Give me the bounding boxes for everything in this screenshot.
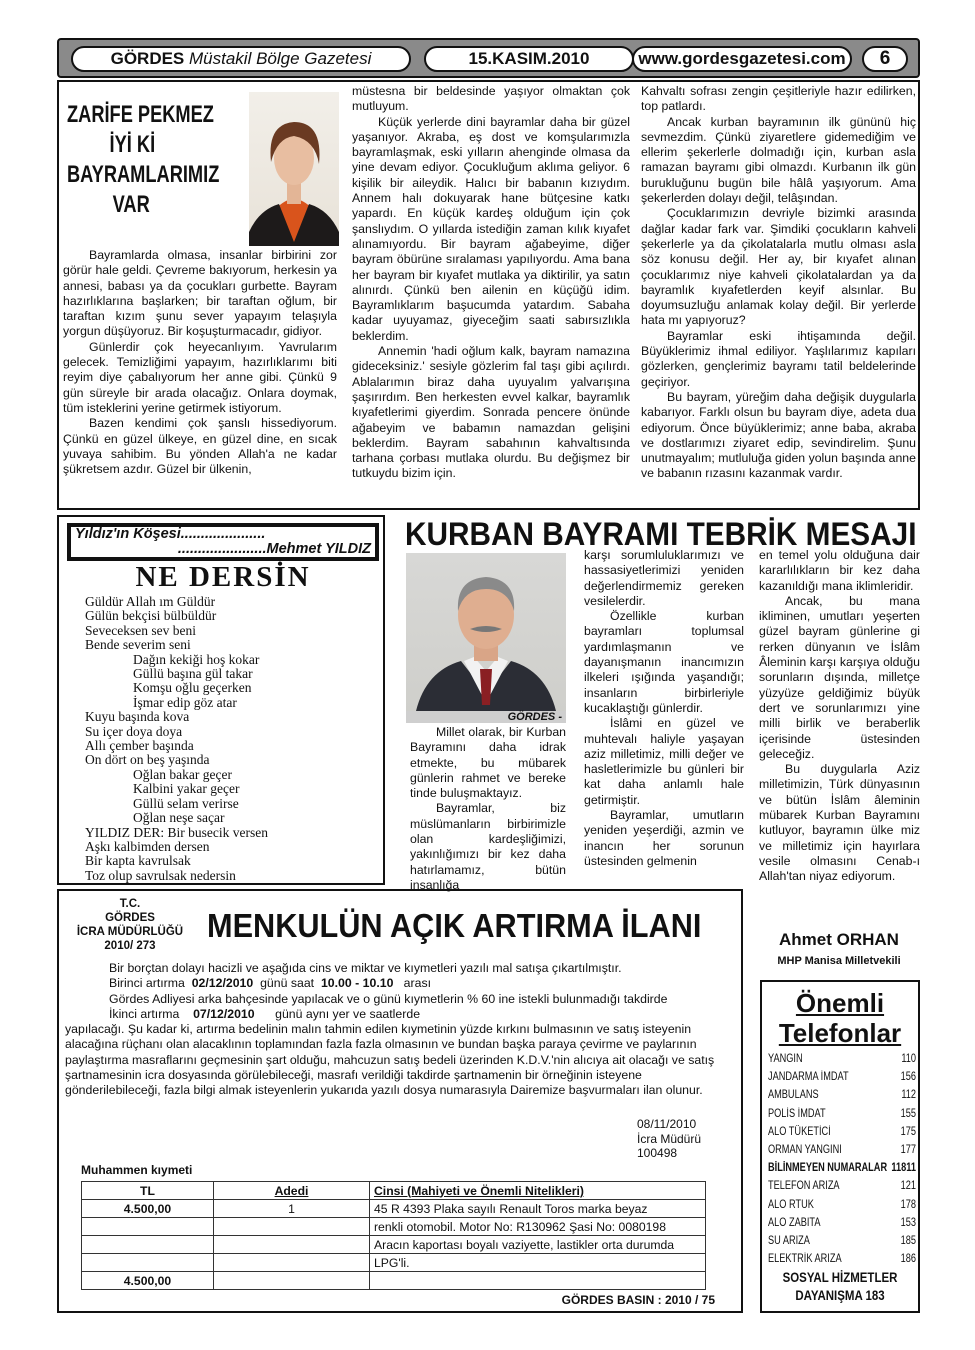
poem-box	[57, 515, 385, 885]
poem-line: Allı çember başında	[85, 738, 194, 754]
auction-table	[81, 1181, 706, 1290]
kurban-column-2: karşı sorumluluklarımızı ve hassasiyetlerimizi yeniden değerlendirmemiz gereken vesilelerdir. Özellikle kurban bayramları toplumsal yardımlaşmanın ve dayanışmanın inancımızın ilkeleri ışığında yaşandığı; insanların birbirleriyle kucaklaştığı günlerdir. İslâmi en güzel ve muhtevalı haliyle yaşayan aziz milletimiz, milli değer ve hasletlerimizle bu günleri bir kat daha anlamlı hale getirmiştir. Bayramlar, umutların yeniden yeşerdiği, azmin ve inancın her sorunun üstesinden gelmenin	[584, 548, 744, 868]
phone-number: 155	[900, 1107, 916, 1120]
phone-label: AMBULANS	[768, 1089, 819, 1102]
poem-line: İşmar edip göz atar	[133, 694, 237, 710]
article-zarife-pekmez	[57, 80, 920, 510]
table-total-row: 4.500,00	[82, 1272, 706, 1290]
phone-number: 11811	[891, 1162, 916, 1175]
court-office: T.C. GÖRDES İCRA MÜDÜRLÜĞÜ 2010/ 273	[76, 898, 184, 952]
phone-label: ORMAN YANGINI	[768, 1144, 842, 1157]
phone-label: ELEKTRİK ARIZA	[768, 1253, 842, 1266]
press-code: GÖRDES BASIN : 2010 / 75	[561, 1293, 715, 1307]
poem-line: Gülün bekçisi bülbüldür	[85, 608, 217, 624]
page-header	[57, 38, 920, 78]
poem-line: Toz olup savrulsak nedersin	[85, 867, 236, 883]
phone-entry	[768, 1105, 916, 1123]
poem-body	[85, 595, 385, 883]
poem-line: Bende severim seni	[85, 637, 191, 653]
phone-label: JANDARMA İMDAT	[768, 1071, 849, 1084]
phone-number: 156	[900, 1071, 916, 1084]
phone-list	[768, 1050, 916, 1268]
phone-number: 153	[900, 1216, 916, 1229]
estimate-label: Muhammen kıymeti	[81, 1163, 193, 1177]
author-photo	[249, 92, 339, 246]
issue-date: 15.KASIM.2010	[424, 46, 634, 72]
phone-entry	[768, 1177, 916, 1195]
table-row: 4.500,00 1 45 R 4393 Plaka sayılı Renault Toros marka beyaz	[82, 1200, 706, 1218]
poem-line: Güllü başına gül takar	[133, 666, 253, 682]
poem-line: YILDIZ DER: Bir busecik versen	[85, 824, 268, 840]
politician-photo	[406, 553, 566, 711]
phone-label: ALO RTÜK	[768, 1198, 814, 1211]
phone-entry	[768, 1232, 916, 1250]
article-headline: ZARİFE PEKMEZ İYİ Kİ BAYRAMLARIMIZ VAR	[67, 101, 220, 218]
notice-title: MENKULÜN AÇIK ARTIRMA İLANI	[207, 907, 702, 944]
article-column-2: müstesna bir beldesinde yaşıyor olmaktan çok mutluyum. Küçük yerlerde dini bayramlar daha bir güzel yaşanıyor. Akraba, eş dost ve komşularımızla bayramlaşmak, eski yılların ahenginde olmasa da yine devam ediyor. Çocukluğum aklıma geliyor. 6 kişilik bir aileydik. Halıcı bir babanın kızıydım. Annem halı dokuyarak hane bütçesine katkı yapardı. En küçük kardeş olduğum için çok şanslıydım. O yıllarda istediğin zaman kılık kıyafet alınamıyordu. Bir bayram ağabeyime, diğer bayram öbürüne sıralaması yapılıyordu. Ama bana her bayram bir kıyafet mutlaka ya diktirilir, ya satın alınırdı. Çünkü ben ailenin en küçüğü idim. Bayramlıklarım başucumda yatardım. Sabaha kadar uyuyamaz, giyeceğim saati sabırsızlıkla beklerdim. Annemin 'hadi oğlum kalk, bayram namazına gideceksiniz.' sesiyle gözlerim fal taşı gibi açılırdı. Ablalarımın biraz daha uyuyalım yalvarışına şaşırırdım. Ben herkesten evvel kalkar, bayramlık kıyafetlerimi giyerdim. Sonrada pencere önünde ağabeyim ve babamın namazdan gelişini beklerdim. Bayram sabahının kahvaltısında tarhana çorbası mutlaka olurdu. Bu değişmez bir tutkuydu bizim için.	[352, 84, 630, 481]
article-column-1: Bayramlarda olmasa, insanlar birbirini zor görür hale geldi. Çevreme bakıyorum, herkesin ya annesi, babası ya da çocukları gurbette. Bayram hazırlıklarına başlarken; bir taraftan oğlum, bir taraftan kızım şunu sever yapayım telaşıyla yorgun düşüyoruz. Bir koşuşturmacadır, gidiyor. Günlerdir çok heyecanlıyım. Yavrularım gelecek. Temizliğimi yapayım, hazırlıklarımı biti reyim diye çabalıyorum her anne gibi. Çünkü 9 gün süreyle bir arada olacağız. Onlara doymak, tüm isteklerini yerine getirmek istiyorum. Bazen kendimi çok şanslı hissediyorum. Çünkü en güzel ülkeye, en güzel dine, en sıcak yuvaya sahibim. Bu yönden Allah'a ne kadar şükretsem azdır. Güzel bir ülkenin,	[63, 248, 337, 477]
page-number: 6	[862, 46, 908, 72]
newspaper-name: GÖRDES Müstakil Bölge Gazetesi	[71, 46, 411, 72]
phone-directory	[760, 980, 920, 1313]
author-name: Ahmet ORHAN	[779, 930, 899, 949]
phone-number: 177	[900, 1144, 916, 1157]
poem-line: Oğlan neşe saçar	[133, 810, 225, 826]
poem-line: Güldür Allah ım Güldür	[85, 594, 216, 609]
phone-entry	[768, 1196, 916, 1214]
phone-number: 175	[900, 1125, 916, 1138]
photo-caption: GÖRDES -	[406, 711, 566, 723]
poem-line: Komşu oğlu geçerken	[133, 680, 252, 696]
poem-line: Kalbini yakar geçer	[133, 781, 240, 797]
poem-line: Aşkı kalbimden dersen	[85, 838, 210, 854]
directory-footer: SOSYAL HİZMETLER DAYANIŞMA 183	[782, 1269, 898, 1303]
poem-line: Su içer doya doya	[85, 723, 183, 739]
poem-line: Bir kapta kavrulsak	[85, 853, 191, 869]
poem-line: Güllü selam verirse	[133, 795, 239, 811]
poem-line: Seveceksen sev beni	[85, 622, 196, 638]
table-row: renkli otomobil. Motor No: R130962 Şasi No: 0080198	[82, 1218, 706, 1236]
phone-label: YANGIN	[768, 1053, 803, 1065]
table-row: LPG'li.	[82, 1254, 706, 1272]
phone-entry	[768, 1141, 916, 1159]
notice-text: Bir borçtan dolayı hacizli ve aşağıda cins ve miktar ve kıymetleri yazılı mal satışa çıkartılmıştır. Birinci artırma 02/12/2010 günü saat 10.00 - 10.10 arası Gördes Adliyesi arka bahçesinde yapılacak ve o günü kıymetlerin % 60 ine istekli bulunmadığı takdirde İkinci artırma 07/12/2010 günü aynı yer ve saatlerde yapılacağı. Şu kadar ki, artırma bedelinin malın tahmin edilen kıymetinin yüzde kırkını bulmasının ve satış isteyenin alacağına rüçhanı olan alacaklının toplamından fazla fazla olmasının ve bundan başka paraya çevirme ve paylarının paylaştırma masraflarını geçmesinin şart olduğu, mahcuzun satış bedeli üzerinden K.D.V.'nin alıcıya ait olacağı ve satış şartnamesinin icra dosyasında görülebileceği, masrafı verildiği takdirde şartnamenin bir örneğinin isteyene gönderilebileceği, fazla bilgi almak isteyenlerin yukarıda yazılı dosya numarasıyla Dairemize başvurmaları ilan olunur.	[65, 961, 715, 1098]
phone-number: 178	[900, 1198, 916, 1211]
website-link[interactable]: www.gordesgazetesi.com	[632, 46, 852, 72]
phone-label: TELEFON ARIZA	[768, 1180, 840, 1193]
poem-line: Oğlan bakar geçer	[133, 766, 232, 782]
kurban-column-1: Millet olarak, bir Kurban Bayramını daha idrak etmekte, bu mübarek günlerin rahmet ve bereke tinde buluşmaktayız. Bayramlar, biz müslümanların birbirimizle olan kardeşliğimizi, yakınlığımızı bir kez daha hatırlamamız, bütün insanlığa	[410, 725, 566, 892]
author-title: MHP Manisa Milletvekili	[777, 955, 901, 967]
phone-entry	[768, 1068, 916, 1086]
notice-signature: 08/11/2010 İcra Müdürü 100498	[637, 1117, 702, 1160]
phone-label: BİLİNMEYEN NUMARALAR	[768, 1162, 888, 1175]
phone-label: ALO ZABITA	[768, 1216, 821, 1229]
directory-title: Önemli Telefonlar	[778, 988, 902, 1048]
table-header-row: TL Adedi Cinsi (Mahiyeti ve Önemli Nitelikleri)	[82, 1182, 706, 1200]
phone-number: 110	[901, 1053, 916, 1065]
phone-number: 121	[900, 1180, 916, 1193]
phone-label: POLİS İMDAT	[768, 1107, 826, 1120]
phone-label: ALO TÜKETİCİ	[768, 1125, 831, 1138]
phone-entry	[768, 1250, 916, 1268]
phone-number: 112	[901, 1089, 916, 1102]
table-row: Aracın kaportası boyalı vaziyette, lastikler orta durumda	[82, 1236, 706, 1254]
article-column-3: Kahvaltı sofrası zengin çeşitleriyle hazır edilirken, top patlardı. Ancak kurban bayramının ilk gününü hiç sevmezdim. Çünkü ziyaretlere gidemediğim ve ellerim şekerlerle dolmadığı için, kurban asla ramazan bayramı gibi olmazdı. Kurbanın ilk gün burukluğunu bugün bile hâlâ yaşıyorum. Ama şekerlerden dolayı değil, telâşından. Çocuklarımızın devriyle bizimki arasında dağlar kadar fark var. Şimdiki çocukların kahveli şekerlerle ya da çikolatalarla mutlu olması asla söz konusu değil. Her ay, bir kıyafet alınan çocuklarımız niye kahveli çikolatalardan ya da bayramlık kıyafetlerden keyif alsınlar. Bu doyumsuzluğu anlamak kolay değil. Bir yerlerde hata mı yapıyoruz? Bayramlar eski ihtişamında değil. Büyüklerimiz ihmal ediliyor. Yaşlılarımız kapıları gözlerken, gençlerimiz bayramı tatil beldelerinde geçiriyor. Bu bayram, yüreğim daha değişik duygularla kabarıyor. Farklı olsun bu bayram diye, adeta dua ediyorum. Önce büyüklerimiz; anne baba, akraba ve dostlarımızı ziyaret edip, sevindirelim. Şunu unutmayalım; mutluluğa giden yolun başında anne ve babanın rızasını kazanmak vardır.	[641, 84, 916, 481]
phone-number: 186	[900, 1253, 916, 1266]
poem-line: Dağın kekiği hoş kokar	[133, 651, 260, 667]
phone-label: SU ARIZA	[768, 1235, 810, 1248]
phone-entry	[768, 1050, 916, 1068]
phone-number: 185	[900, 1235, 916, 1248]
kurban-headline: KURBAN BAYRAMI TEBRİK MESAJI	[405, 516, 917, 552]
poem-line: On dört on beş yaşında	[85, 752, 210, 768]
auction-notice	[57, 889, 743, 1313]
poem-line: Kuyu başında kova	[85, 709, 190, 725]
poem-title: NE DERSİN	[135, 561, 311, 593]
phone-entry	[768, 1159, 916, 1177]
phone-entry	[768, 1086, 916, 1104]
phone-entry	[768, 1214, 916, 1232]
kurban-column-3: en temel yolu olduğuna dair kararlılıkların bir kez daha kazanıldığı mana iklimleridir. Ancak, bu mana ikliminen, umutları yeşerten güzel bayram günlerine gi rerken dünyanın ve İslâm Âleminin karşı karşıya olduğu sorunların dışında, milletçe yüzyüze geldiğimiz büyük dert ve sorunlarımızı yine milli birlik ve beraberlik içerisinde üstesinden geleceğiz. Bu duygularla Aziz milletimizin, Türk dünyasının ve bütün İslâm âleminin mübarek Kurban Bayramını kutluyor, bayramın ülke miz ve milletimiz için hayırlara vesile olmasını Cenab-ı Allah'tan niyaz ediyorum.	[759, 548, 920, 884]
phone-entry	[768, 1123, 916, 1141]
column-banner: Yıldız'ın Köşesi..................... ......................Mehmet YILDIZ	[67, 523, 379, 561]
